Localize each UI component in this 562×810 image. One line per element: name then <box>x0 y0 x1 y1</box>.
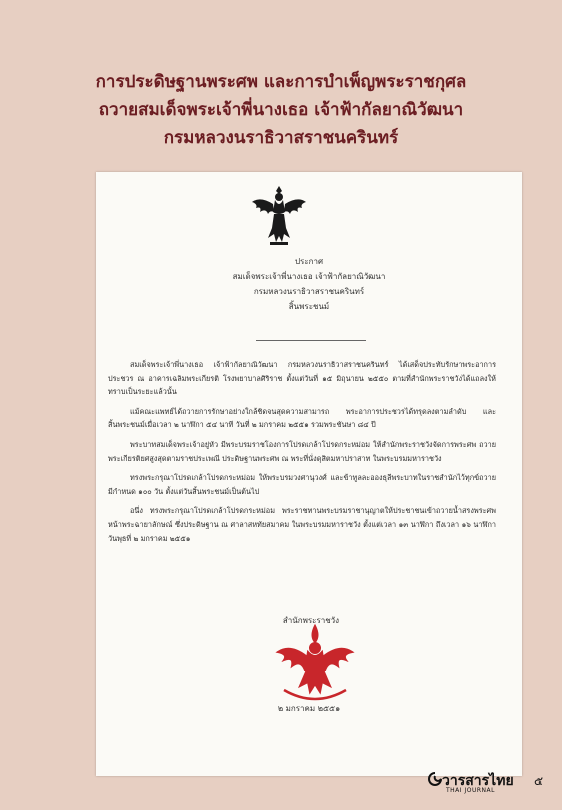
announcement-heading <box>96 254 522 314</box>
body-paragraph: พระบาทสมเด็จพระเจ้าอยู่หัว มีพระบรมราชโองการโปรดเกล้าโปรดกระหม่อม ให้สำนักพระราชวังจัดการพระศพ ถวายพระเกียรติยศสูงสุดตามราชประเพณี ประดิษฐานพระศพ ณ พระที่นั่งดุสิตมหาปราสาท ในพระบรมมหาราชวัง <box>108 439 496 463</box>
royal-household-seal-icon <box>270 616 360 712</box>
title-line-1: การประดิษฐานพระศพ และการบำเพ็ญพระราชกุศล <box>95 72 467 92</box>
page-number: ๕ <box>534 774 544 788</box>
journal-swirl-icon <box>428 772 442 786</box>
issuer-signature: สำนักพระราชวัง <box>282 616 340 625</box>
title-line-3: กรมหลวงนราธิวาสราชนครินทร์ <box>163 128 399 148</box>
heading-divider <box>256 340 366 341</box>
announcement-label: ประกาศ <box>294 257 324 266</box>
journal-logo <box>428 770 528 796</box>
page-title <box>20 68 542 152</box>
announcement-date: ๒ มกราคม ๒๕๕๑ <box>277 704 341 713</box>
body-paragraph: อนึ่ง ทรงพระกรุณาโปรดเกล้าโปรดกระหม่อม พระราชทานพระบรมราชานุญาตให้ประชาชนเข้าถวายน้ำสรงพระศพหน้าพระฉายาลักษณ์ ซึ่งประดิษฐาน ณ ศาลาสหทัยสมาคม ในพระบรมมหาราชวัง ตั้งแต่เวลา ๑๓ นาฬิกา ถึงเวลา ๑๖ นาฬิกา วันพุธที่ ๒ มกราคม ๒๕๕๑ <box>108 506 496 543</box>
announcement-body <box>108 358 496 551</box>
garuda-emblem-icon <box>248 182 310 248</box>
journal-brand-sub: THAI JOURNAL <box>446 787 495 794</box>
body-paragraph: ทรงพระกรุณาโปรดเกล้าโปรดกระหม่อม ให้พระบรมวงศานุวงศ์ และข้าทูลละอองธุลีพระบาทในราชสำนักไว้ทุกข์ถวายมีกำหนด ๑๐๐ วัน ตั้งแต่วันสิ้นพระชนม์เป็นต้นไป <box>108 473 496 496</box>
announcement-document <box>96 172 522 776</box>
body-paragraph: แม้คณะแพทย์ได้ถวายการรักษาอย่างใกล้ชิดจนสุดความสามารถ พระอาการประชวรได้ทรุดลงตามลำดับ และสิ้นพระชนม์เมื่อเวลา ๒ นาฬิกา ๕๔ นาที วันที่ ๒ มกราคม ๒๕๕๑ รวมพระชันษา ๘๔ ปี <box>108 406 496 430</box>
body-paragraph: สมเด็จพระเจ้าพี่นางเธอ เจ้าฟ้ากัลยาณิวัฒนา กรมหลวงนราธิวาสราชนครินทร์ ได้เสด็จประทับรักษาพระอาการประชวร ณ อาคารเฉลิมพระเกียรติ โรงพยาบาลศิริราช ตั้งแต่วันที่ ๑๕ มิถุนายน ๒๕๕๐ ตามที่สำนักพระราชวังได้แถลงให้ทราบเป็นระยะแล้วนั้น <box>108 360 496 397</box>
princess-rank: กรมหลวงนราธิวาสราชนครินทร์ <box>253 287 365 296</box>
journal-brand: วารสารไทย <box>442 773 514 789</box>
announcement-subject: สิ้นพระชนม์ <box>288 302 330 311</box>
title-line-2: ถวายสมเด็จพระเจ้าพี่นางเธอ เจ้าฟ้ากัลยาณิวัฒนา <box>98 100 464 120</box>
princess-title: สมเด็จพระเจ้าพี่นางเธอ เจ้าฟ้ากัลยาณิวัฒนา <box>232 272 386 281</box>
